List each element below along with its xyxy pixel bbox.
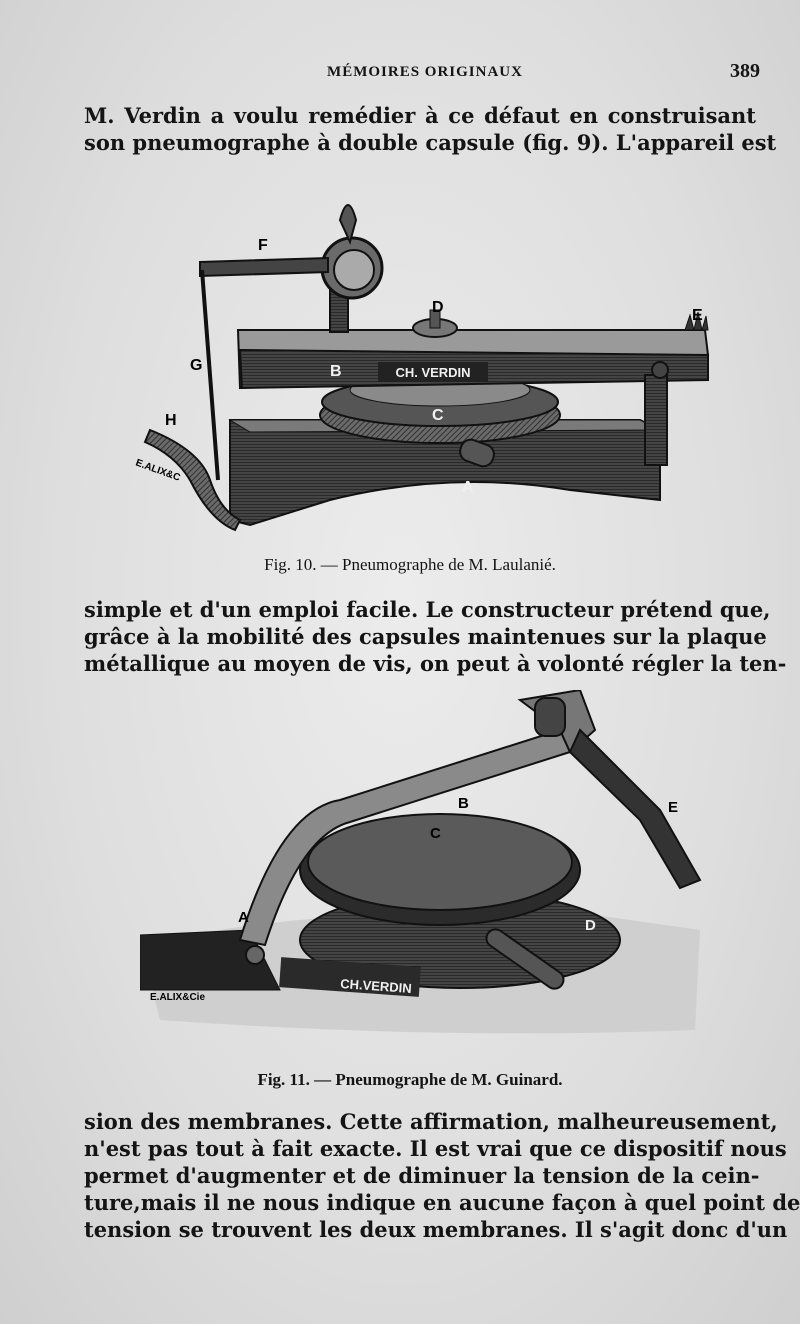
label-D: D bbox=[432, 299, 444, 316]
text-line: métallique au moyen de vis, on peut à volonté régler la ten- bbox=[84, 651, 787, 676]
paragraph-1 bbox=[84, 102, 777, 156]
label-A: A bbox=[238, 909, 249, 926]
label-G: G bbox=[190, 357, 203, 374]
label-E: E bbox=[692, 307, 703, 324]
text-line: ture,mais il ne nous indique en aucune façon à quel point de bbox=[84, 1190, 800, 1215]
label-C: C bbox=[430, 825, 441, 842]
label-B: B bbox=[330, 363, 342, 380]
figure-10-caption: Fig. 10. — Pneumographe de M. Laulanié. bbox=[264, 555, 556, 574]
text-line: permet d'augmenter et de diminuer la tension de la cein- bbox=[84, 1163, 760, 1188]
figure-11-guinard-pneumograph bbox=[140, 690, 720, 1060]
paragraph-2 bbox=[84, 596, 787, 677]
maker-mark: CH. VERDIN bbox=[395, 365, 471, 380]
text-line: sion des membranes. Cette affirmation, malheureusement, bbox=[84, 1109, 778, 1134]
page-number: 389 bbox=[730, 60, 760, 82]
page-header bbox=[90, 60, 760, 86]
label-H: H bbox=[165, 412, 177, 429]
paragraph-3 bbox=[84, 1108, 800, 1243]
text-line: M. Verdin a voulu remédier à ce défaut en construisant bbox=[84, 103, 756, 128]
engraver-signature: E.ALIX&Cie bbox=[150, 992, 206, 1003]
label-C: C bbox=[432, 407, 444, 424]
pneumograph-engraving bbox=[140, 690, 720, 1060]
label-F: F bbox=[258, 237, 268, 254]
text-line: grâce à la mobilité des capsules maintenues sur la plaque bbox=[84, 624, 767, 649]
engraver-signature: E.ALIX&C bbox=[133, 457, 182, 484]
pneumograph-engraving bbox=[130, 180, 720, 540]
text-line: simple et d'un emploi facile. Le constructeur prétend que, bbox=[84, 597, 771, 622]
figure-11-caption: Fig. 11. — Pneumographe de M. Guinard. bbox=[257, 1070, 563, 1089]
text-line: tension se trouvent les deux membranes. Il s'agit donc d'un bbox=[84, 1217, 788, 1242]
running-title: MÉMOIRES ORIGINAUX bbox=[327, 64, 523, 80]
label-B: B bbox=[458, 795, 469, 812]
label-E: E bbox=[668, 799, 679, 816]
label-A: A bbox=[462, 479, 474, 496]
text-line: son pneumographe à double capsule (fig. 9). L'appareil est bbox=[84, 130, 777, 155]
maker-mark: CH.VERDIN bbox=[339, 976, 413, 996]
label-D: D bbox=[585, 917, 596, 934]
text-line: n'est pas tout à fait exacte. Il est vrai que ce dispositif nous bbox=[84, 1136, 787, 1161]
figure-10-laulanie-pneumograph bbox=[130, 180, 720, 540]
